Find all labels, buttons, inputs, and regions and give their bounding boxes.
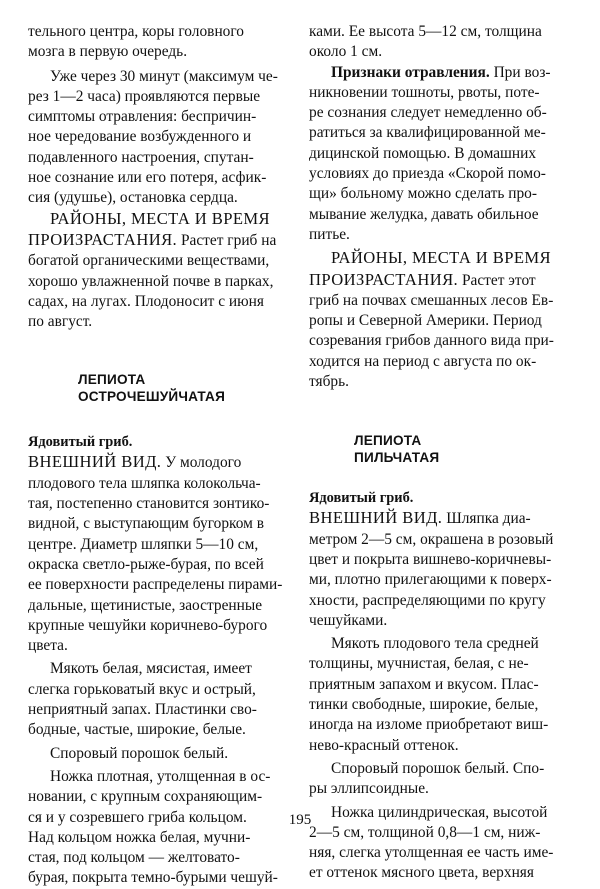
text-line: Ножка цилиндрическая, высотой [331, 803, 548, 821]
text-line: созревания грибов данного вида при- [309, 332, 554, 350]
text-line: тельного центра, коры головного [28, 23, 244, 40]
text-line: ры эллипсоидные. [309, 780, 429, 798]
section-heading: ВНЕШНИЙ ВИД. [28, 452, 162, 472]
text-line: ходится на период с августа по ок- [309, 352, 537, 370]
text-line: ет оттенок мясного цвета, верхняя [309, 864, 534, 882]
text-line: Мякоть плодового тела средней [331, 635, 539, 653]
text-line [309, 248, 577, 269]
poison-label: Ядовитый гриб. [28, 434, 133, 451]
text-line: гриб на почвах смешанных лесов Ев- [309, 291, 554, 309]
section-heading: РАЙОНЫ, МЕСТА И ВРЕМЯ [50, 208, 270, 228]
text-line: иногда на изломе приобретают виш- [309, 716, 549, 734]
text-line: ратиться за квалифицированной ме- [309, 124, 546, 142]
text-line [309, 508, 577, 529]
section-heading: РАЙОНЫ, МЕСТА И ВРЕМЯ [331, 248, 551, 268]
text-line: Над кольцом ножка белая, мучни- [28, 828, 251, 846]
text-line: новании, с крупным сохраняющим- [28, 788, 263, 806]
text-line: 2—5 см, толщиной 0,8—1 см, ниж- [309, 823, 541, 841]
text-line: подавленного настроения, спутан- [28, 148, 254, 166]
text-line: богатой органическими веществами, [28, 252, 270, 270]
text-line: питье. [309, 225, 350, 243]
text-line: симптомы отравления: беспричин- [28, 108, 257, 126]
text-line: Ножка плотная, утолщенная в ос- [50, 767, 271, 785]
species-title-line: ОСТРОЧЕШУЙЧАТАЯ [78, 389, 226, 405]
text-line: ся и у созревшего гриба кольцом. [28, 808, 247, 826]
text-line: ропы и Северной Америки. Период [309, 312, 542, 330]
text-line: ре сознания следует немедленно об- [309, 104, 547, 122]
text-line: сия (удушье), остановка сердца. [28, 189, 238, 207]
text-run: Растет гриб на [177, 231, 277, 249]
species-title-line: ЛЕПИОТА [354, 433, 422, 449]
text-line: ками. Ее высота 5—12 см, толщина [309, 23, 542, 40]
text-run: Шляпка диа- [442, 510, 531, 528]
text-line: садах, на лугах. Плодоносит с июня [28, 292, 264, 310]
text-line [28, 230, 296, 251]
text-line: Уже через 30 минут (максимум че- [50, 67, 278, 85]
text-line: около 1 см. [309, 43, 383, 61]
text-line: бурая, покрыта темно-бурыми чешуй- [28, 869, 278, 887]
text-line: окраска светло-рыже-бурая, по всей [28, 555, 264, 573]
text-line: по август. [28, 313, 93, 331]
text-line: Мякоть белая, мясистая, имеет [50, 660, 252, 678]
text-line: цвета. [28, 637, 68, 655]
species-title [309, 432, 577, 466]
text-line: неприятный запах. Пластинки сво- [28, 701, 257, 719]
section-heading: ВНЕШНИЙ ВИД. [309, 508, 443, 528]
text-line [28, 452, 296, 473]
text-line: метром 2—5 см, окрашена в розовый [309, 530, 554, 548]
section-heading: ПРОИЗРАСТАНИЯ. [28, 229, 178, 249]
text-line: плодового тела шляпка колокольча- [28, 474, 261, 492]
text-line [309, 63, 577, 83]
text-line: цвет и покрыта вишнево-коричневы- [309, 550, 552, 568]
text-line: хности, распределяющими по кругу [309, 591, 546, 609]
text-line: слегка горьковатый вкус и острый, [28, 680, 256, 698]
text-line: тинки свободные, широкие, белые, [309, 696, 539, 714]
inline-heading: Признаки отравления. [331, 63, 490, 81]
text-line: нево-красный оттенок. [309, 736, 459, 754]
text-line: приятным запахом и вкусом. Плас- [309, 675, 539, 693]
left-column [28, 22, 296, 889]
right-column [309, 22, 577, 884]
species-title-line: ЛЕПИОТА [78, 372, 146, 388]
text-line: дальные, щетинистые, заостренные [28, 596, 263, 614]
text-line: щи» больному можно сделать про- [309, 185, 537, 203]
text-line: рез 1—2 часа) проявляются первые [28, 87, 261, 105]
text-line: мывание желудка, давать обильное [309, 205, 539, 223]
text-line: Споровый порошок белый. Спо- [331, 759, 545, 777]
text-line: Споровый порошок белый. [50, 744, 229, 762]
text-run: При воз- [489, 63, 551, 81]
text-line: толщины, мучнистая, белая, с не- [309, 655, 529, 673]
text-line: мозга в первую очередь. [28, 43, 188, 61]
text-line: дицинской помощью. В домашних [309, 144, 537, 162]
text-line: условиях до приезда «Скорой помо- [309, 165, 546, 183]
text-line: хорошо увлажненной почве в парках, [28, 272, 274, 290]
text-line: тябрь. [309, 373, 349, 391]
text-line: бодные, частые, широкие, белые. [28, 721, 246, 739]
text-line: центре. Диаметр шляпки 5—10 см, [28, 535, 259, 553]
poison-label: Ядовитый гриб. [309, 490, 414, 507]
text-line: крупные чешуйки коричнево-бурого [28, 616, 268, 634]
text-line: стая, под кольцом — желтовато- [28, 849, 240, 867]
text-line: видной, с выступающим бугорком в [28, 515, 264, 533]
text-line [28, 209, 296, 230]
page-number: 195 [288, 812, 312, 828]
text-run: У молодого [161, 454, 242, 472]
text-line: ее поверхности распределены пирами- [28, 576, 283, 594]
section-heading: ПРОИЗРАСТАНИЯ. [309, 269, 459, 289]
text-line: ное сознание или его потеря, асфик- [28, 169, 267, 187]
text-line: ное чередование возбужденного и [28, 128, 252, 146]
text-line: ми, плотно прилегающими к поверх- [309, 571, 552, 589]
text-line: няя, слегка утолщенная ее часть име- [309, 844, 554, 862]
text-line: никновении тошноты, рвоты, поте- [309, 83, 540, 101]
text-line [309, 270, 577, 291]
species-title-line: ПИЛЬЧАТАЯ [354, 450, 440, 466]
text-line: чешуйками. [309, 611, 388, 629]
text-line: тая, постепенно становится зонтико- [28, 495, 270, 513]
species-title [28, 371, 296, 405]
text-run: Растет этот [458, 271, 536, 289]
